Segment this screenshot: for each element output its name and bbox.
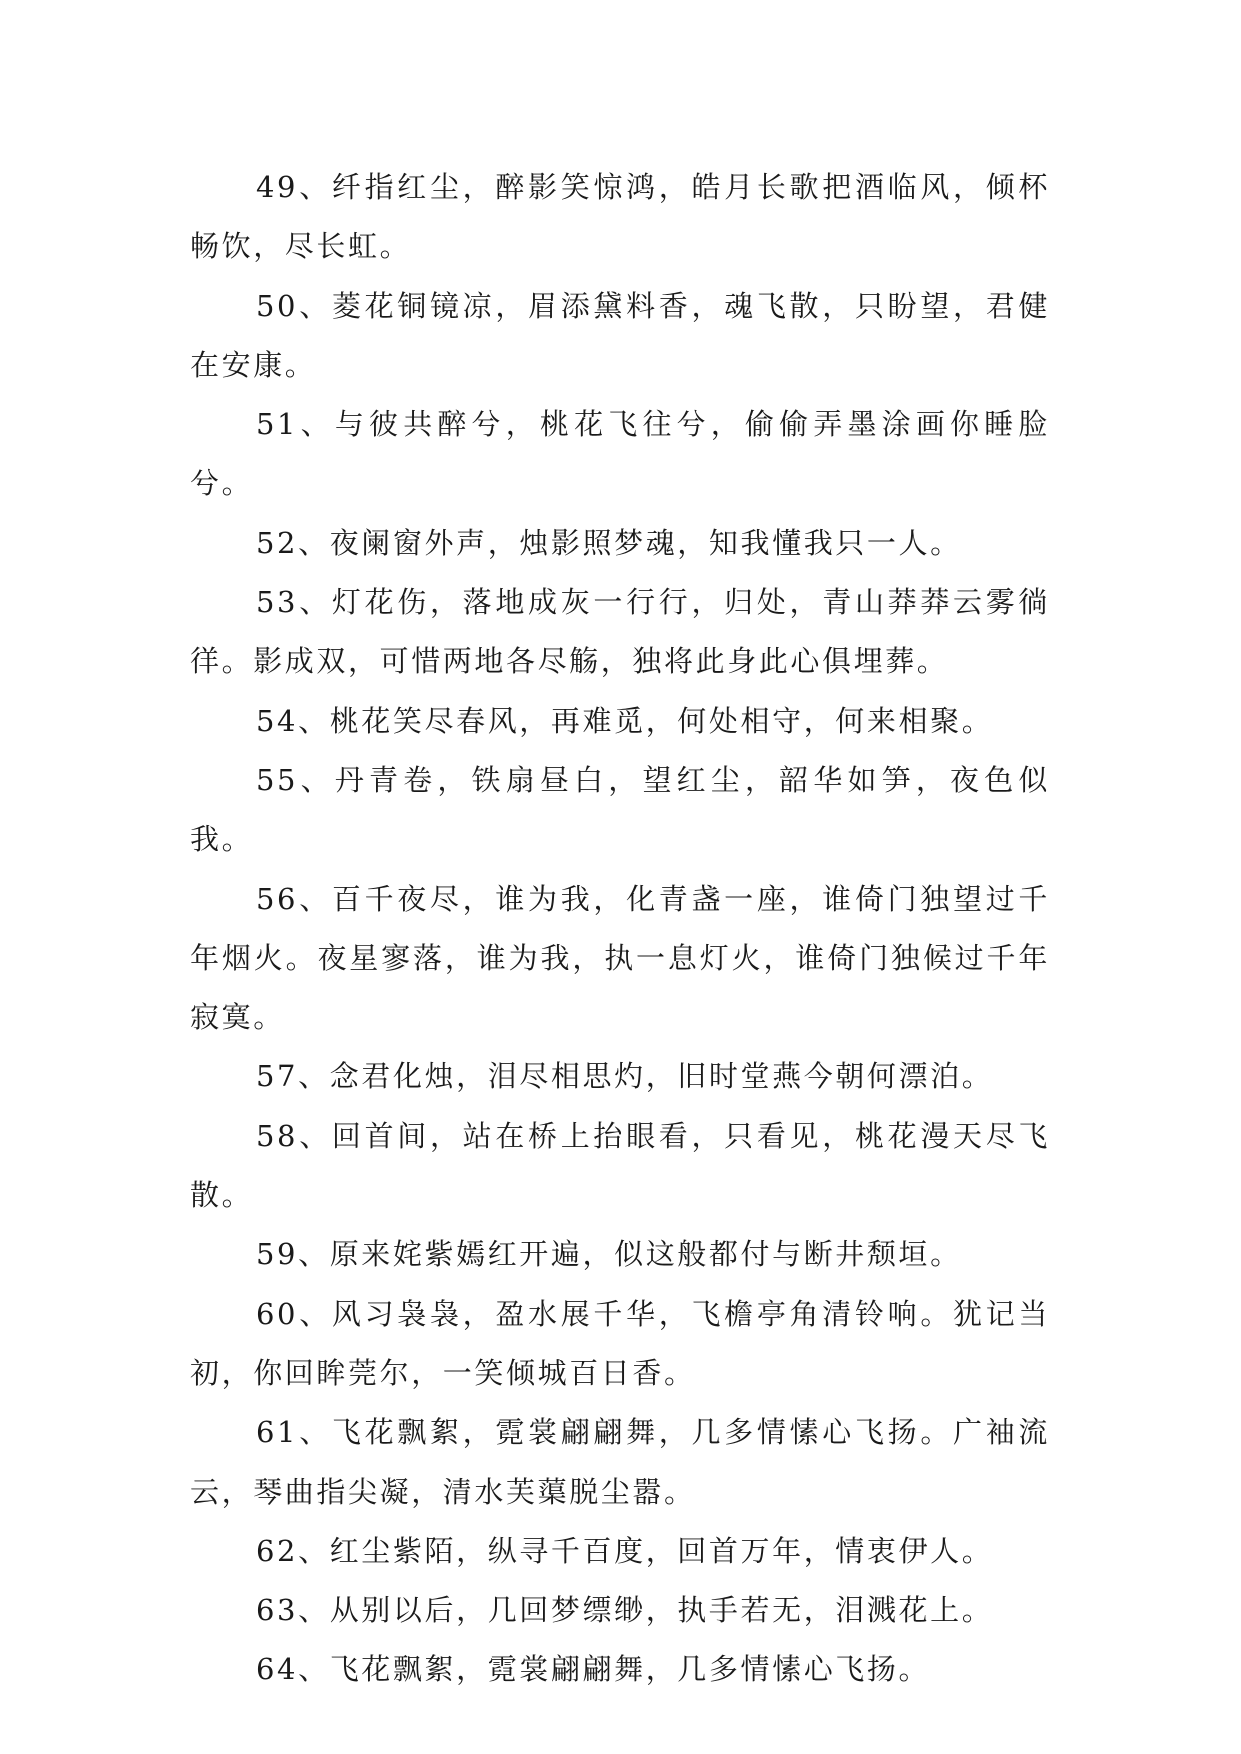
paragraph-54: 54、桃花笑尽春风，再难觅，何处相守，何来相聚。: [256, 703, 994, 738]
paragraph-59: 59、原来姹紫嫣红开遍，似这般都付与断井颓垣。: [256, 1237, 962, 1272]
paragraph-57: 57、念君化烛，泪尽相思灼，旧时堂燕今朝何漂泊。: [256, 1059, 994, 1094]
paragraph-61: 61、飞花飘絮，霓裳翩翩舞，几多情愫心飞扬。广袖流云，琴曲指尖凝，清水芙蕖脱尘嚣。: [190, 1415, 1050, 1509]
paragraph-64: 64、飞花飘絮，霓裳翩翩舞，几多情愫心飞扬。: [256, 1652, 931, 1687]
paragraph-55: 55、丹青卷，铁扇昼白，望红尘，韶华如笋，夜色似我。: [190, 762, 1050, 857]
paragraph-53: 53、灯花伤，落地成灰一行行，归处，青山莽莽云雾徜徉。影成双，可惜两地各尽觞，独将此身此心俱埋葬。: [190, 585, 1050, 679]
paragraph-63: 63、从别以后，几回梦缥缈，执手若无，泪溅花上。: [256, 1593, 994, 1628]
paragraph-49: 49、纤指红尘，醉影笑惊鸿，皓月长歌把酒临风，倾杯畅饮，尽长虹。: [190, 170, 1050, 264]
paragraph-50: 50、菱花铜镜凉，眉添黛料香，魂飞散，只盼望，君健在安康。: [190, 288, 1050, 382]
paragraph-51: 51、与彼共醉兮，桃花飞往兮，偷偷弄墨涂画你睡脸兮。: [190, 407, 1050, 501]
paragraph-58: 58、回首间，站在桥上抬眼看，只看见，桃花漫天尽飞散。: [190, 1118, 1050, 1213]
document-body: [190, 158, 1050, 1700]
paragraph-60: 60、风习袅袅，盈水展千华，飞檐亭角清铃响。犹记当初，你回眸莞尔，一笑倾城百日香。: [190, 1296, 1050, 1390]
paragraph-52: 52、夜阑窗外声，烛影照梦魂，知我懂我只一人。: [256, 525, 962, 560]
paragraph-56: 56、百千夜尽，谁为我，化青盏一座，谁倚门独望过千年烟火。夜星寥落，谁为我，执一息灯火，谁倚门独候过千年寂寞。: [190, 881, 1050, 1035]
paragraph-62: 62、红尘紫陌，纵寻千百度，回首万年，情衷伊人。: [256, 1533, 994, 1568]
